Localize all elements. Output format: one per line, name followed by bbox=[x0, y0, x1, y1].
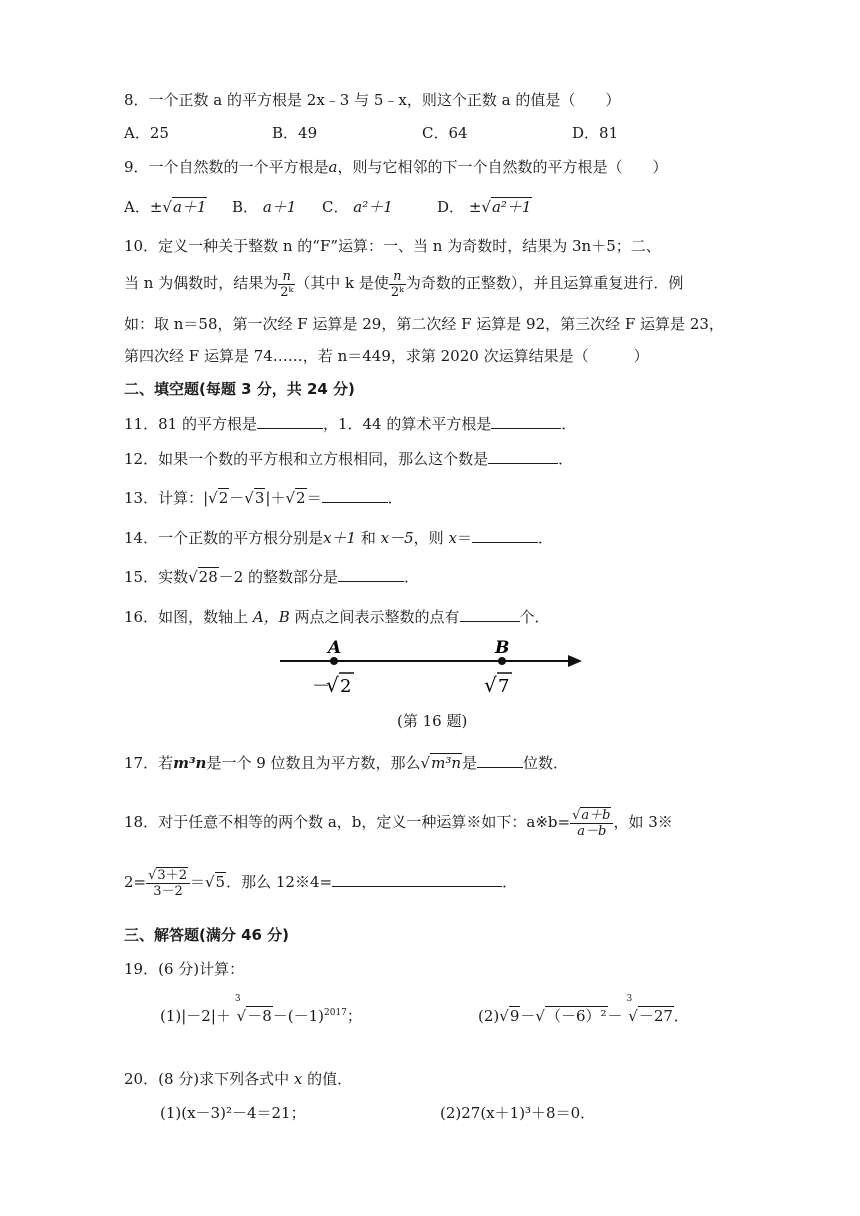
section-3-heading: 三、解答题(满分 46 分) bbox=[124, 926, 290, 944]
label-b: B bbox=[495, 638, 510, 658]
question-12: 12．如果一个数的平方根和立方根相同，那么这个数是 ． bbox=[124, 450, 574, 468]
answer-blank bbox=[332, 872, 502, 887]
q20-part-2: (2)27(x＋1)³＋8＝0． bbox=[440, 1104, 596, 1122]
radical-icon: √ bbox=[484, 673, 497, 697]
q20-part-1: (1)(x－3)²－4＝21； bbox=[160, 1104, 306, 1122]
q8-option-b: B．49 bbox=[272, 124, 318, 142]
fraction-n-over-2k: $\frac{n}{\text{2ᵏ}}$ bbox=[280, 268, 294, 300]
question-17: 17．若m³n是一个 9 位数且为平方数，那么√m³n是 位数． bbox=[124, 754, 569, 772]
answer-blank bbox=[491, 414, 561, 429]
answer-blank bbox=[477, 753, 523, 768]
question-16: 16．如图，数轴上 A，B 两点之间表示整数的点有 个． bbox=[124, 608, 550, 626]
point-a bbox=[330, 657, 338, 665]
question-10-line3: 如：取 n＝58，第一次经 F 运算是 29，第二次经 F 运算是 92，第三次经 F 运算是 23， bbox=[124, 315, 724, 333]
q9-option-b: B． a＋1 bbox=[232, 198, 297, 216]
fraction-sqrt-a-plus-b-over-a-minus-b: $\frac{√a+b}{a-b}$ bbox=[570, 808, 613, 839]
q19-part-1: $(1)|-2|+^3√-8-(-1)^{2017}$； bbox=[160, 994, 362, 1025]
value-b: 7 bbox=[498, 676, 510, 697]
question-10-line1: 10．定义一种关于整数 n 的“F”运算：一、当 n 为奇数时，结果为 3n＋5；二、 bbox=[124, 237, 661, 255]
fraction-n-over-2k-2: $\frac{n}{\text{2ᵏ}}$ bbox=[390, 268, 404, 300]
q9-option-a: A．±√a＋1 bbox=[124, 198, 207, 216]
fraction-example: $\frac{√3+2}{3-2}$ bbox=[146, 868, 190, 899]
question-18-line2: 2= $\frac{√3+2}{3-2}$ ＝√5．那么 12※4= ． bbox=[124, 867, 518, 899]
answer-blank bbox=[460, 607, 520, 622]
radical-icon: √ bbox=[326, 673, 339, 697]
question-8-stem: 8．一个正数 a 的平方根是 2x﹣3 与 5﹣x，则这个正数 a 的值是（ ） bbox=[124, 91, 621, 109]
question-19-stem: 19．(6 分)计算： bbox=[124, 960, 245, 978]
answer-blank bbox=[257, 414, 323, 429]
answer-blank bbox=[322, 488, 388, 503]
point-b bbox=[498, 657, 506, 665]
question-14: 14．一个正数的平方根分别是x＋1 和 x－5，则 x＝ ． bbox=[124, 529, 553, 547]
question-20-stem: 20．(8 分)求下列各式中 x 的值． bbox=[124, 1070, 353, 1088]
question-13: 13．计算：|√2－√3|＋√2＝ ． bbox=[124, 489, 403, 507]
number-line-figure bbox=[270, 636, 590, 700]
question-18-line1: 18．对于任意不相等的两个数 a，b，定义一种运算※如下：a※b= $\frac{√a+b}{a-b}$ ，如 3※ bbox=[124, 807, 673, 839]
question-10-line4: 第四次经 F 运算是 74……，若 n＝449，求第 2020 次运算结果是（ ） bbox=[124, 347, 649, 365]
question-15: 15．实数√28－2 的整数部分是 ． bbox=[124, 568, 420, 586]
q8-option-c: C．64 bbox=[422, 124, 468, 142]
answer-blank bbox=[488, 449, 558, 464]
answer-blank bbox=[472, 528, 538, 543]
question-11: 11．81 的平方根是 ，1．44 的算术平方根是 ． bbox=[124, 415, 577, 433]
question-9-stem: 9．一个自然数的一个平方根是a，则与它相邻的下一个自然数的平方根是（ ） bbox=[124, 158, 668, 176]
value-a-sign: － bbox=[312, 676, 330, 697]
arrow-icon bbox=[568, 655, 582, 667]
q19-part-2: (2)√9－√（－6）²－$^3$√－27． bbox=[478, 994, 689, 1025]
q8-option-a: A．25 bbox=[124, 124, 169, 142]
section-2-heading: 二、填空题(每题 3 分，共 24 分) bbox=[124, 380, 355, 398]
q9-option-c: C． a²＋1 bbox=[322, 198, 393, 216]
q9-option-d: D． ±√a²＋1 bbox=[437, 198, 532, 216]
q8-option-d: D．81 bbox=[572, 124, 619, 142]
question-10-line2: 当 n 为偶数时，结果为 $\frac{n}{\text{2ᵏ}}$ （其中 k 是使 $\frac{n}{\text{2ᵏ}}$ 为奇数的正整数），并且运算重复进行．例 bbox=[124, 268, 684, 300]
value-a: 2 bbox=[340, 676, 352, 697]
figure-caption: (第 16 题) bbox=[397, 712, 468, 730]
answer-blank bbox=[338, 567, 404, 582]
label-a: A bbox=[328, 638, 342, 658]
